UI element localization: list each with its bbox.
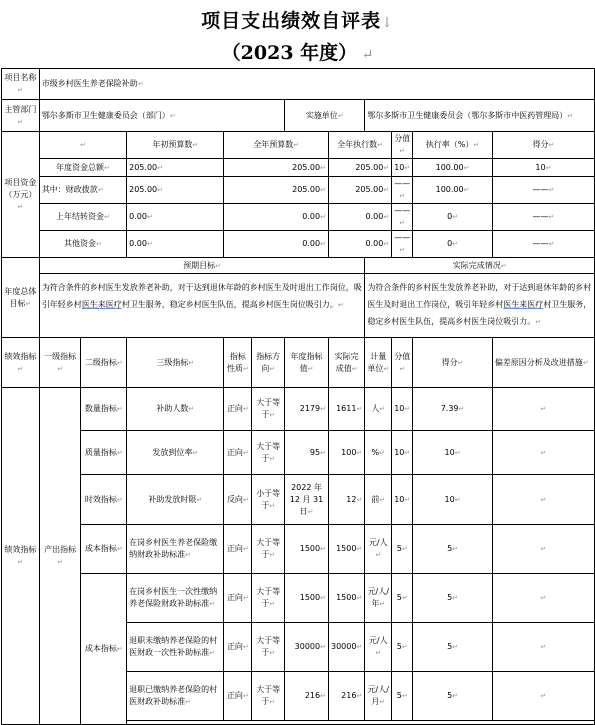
funds-row-executed: 0.00 ↵ [328,204,391,231]
funds-row-score: —— ↵ [492,231,594,258]
page-title: 项目支出绩效自评表↓ [201,10,394,32]
funds-row-initial: 205.00 ↵ [127,159,224,177]
actual-cell: 1611 ↵ [328,388,364,431]
score-value-cell: 10 ↵ [392,431,413,475]
unit-cell: 元/人/年 ↵ [365,574,392,623]
analysis-cell [492,574,594,623]
impl-unit-value: 鄂尔多斯市卫生健康委员会（鄂尔多斯市中医药管理局） ↵ [365,100,595,132]
score-cell: 5 ↵ [413,672,493,721]
ind-header-unit: 计量单位 ↵ [365,338,392,388]
score-value-cell: 5 ↵ [392,672,413,721]
funds-row-annual: 205.00 ↵ [224,159,329,177]
funds-row-annual: 0.00 ↵ [224,204,329,231]
unit-cell: 人 ↵ [365,388,392,431]
actual-cell: 30000 ↵ [328,623,364,672]
funds-row-executed: 205.00 ↵ [328,177,391,204]
analysis-cell [492,525,594,574]
funds-row-executed: 205.00 ↵ [328,159,391,177]
actual-cell: 100 ↵ [328,431,364,475]
funds-row-rate: 0 ↵ [413,204,493,231]
ind-header-target: 年度指标值 ↵ [285,338,329,388]
level3-cell: 补助人数 ↵ [127,388,224,431]
expected-goal-text: 为符合条件的乡村医生发放养老补助，对于达到退休年龄的乡村医生及时退出工作岗位，吸引年轻乡村医生来医疗村卫生服务，稳定乡村医生队伍，提高乡村医生岗位吸引力。 ↵ [39,274,365,338]
ind-header-analysis: 偏差原因分析及改进措施 ↵ [492,338,594,388]
unit-cell: 元/人 ↵ [365,623,392,672]
funds-row-rate: 0 ↵ [413,231,493,258]
evaluation-table [1,68,595,725]
funds-row-score: —— ↵ [492,177,594,204]
actual-cell: 1500 ↵ [328,525,364,574]
funds-header-annual: 全年预算数 ↵ [224,132,329,159]
nature-cell: 反向 ↵ [224,475,252,525]
dept-value: 鄂尔多斯市卫生健康委员会（部门） ↵ [39,100,284,132]
funds-row-initial: 0.00 ↵ [127,204,224,231]
funds-row-score-value: 10 ↵ [392,159,413,177]
score-value-cell: 10 ↵ [392,475,413,525]
direction-cell: 大于等于 ↵ [252,574,285,623]
annual-goal-label: 年度总体目标 ↵ [2,258,40,338]
actual-result-header: 实际完成情况 ↵ [365,258,595,274]
funds-row-score-value: —— ↵ [392,231,413,258]
direction-cell: 小于等于 ↵ [252,475,285,525]
output-indicator-label: 产出指标 ↵ [39,388,81,725]
ind-header-actual: 实际完成值 ↵ [328,338,364,388]
unit-cell: 元/人 ↵ [365,525,392,574]
target-cell: 30000 ↵ [285,623,329,672]
level2-cell: 成本指标 ↵ [81,525,127,574]
dept-label: 主管部门 ↵ [2,100,40,132]
actual-cell: 1500 ↵ [328,574,364,623]
direction-cell: 大于等于 ↵ [252,431,285,475]
level3-cell: 补助发放时限 ↵ [127,475,224,525]
direction-cell: 大于等于 ↵ [252,672,285,721]
target-cell: 216 ↵ [285,672,329,721]
funds-row-rate: 100.00 ↵ [413,159,493,177]
funds-blank-header [39,132,126,159]
funds-header-rate: 执行率（%） ↵ [413,132,493,159]
ind-header-level1: 一级指标 ↵ [39,338,81,388]
unit-cell: 元/人/月 ↵ [365,672,392,721]
level3-cell: 退职已缴纳养老保险的村医财政补助标准 ↵ [127,672,224,721]
direction-cell: 大于等于 ↵ [252,623,285,672]
funds-row-name: 其中：财政拨款 ↵ [39,177,126,204]
level2-cell: 数量指标 ↵ [81,388,127,431]
level3-cell: 退职未缴纳养老保险的村医财政一次性补助标准 ↵ [127,623,224,672]
ind-header-level2: 二级指标 ↵ [81,338,127,388]
score-cell: 5 ↵ [413,623,493,672]
target-cell: 2022 年 12 月 31 日 ↵ [285,475,329,525]
funds-row-rate: 100.00 ↵ [413,177,493,204]
funds-row-annual: 205.00 ↵ [224,177,329,204]
funds-header-score-value: 分值 ↵ [392,132,413,159]
level3-cell: 在岗乡村医生养老保险缴纳财政补助标准 ↵ [127,525,224,574]
score-value-cell: 5 ↵ [392,574,413,623]
nature-cell: 正向 ↵ [224,431,252,475]
analysis-cell [492,672,594,721]
funds-row-initial: 205.00 ↵ [127,177,224,204]
level2-cell-cost: 成本指标 ↵ [81,574,127,725]
actual-cell: 216 ↵ [328,672,364,721]
score-value-cell: 10 ↵ [392,388,413,431]
score-cell: 5 ↵ [413,574,493,623]
funds-row-score-value: —— ↵ [392,177,413,204]
page-subtitle: （2023 年度） ↵ [221,42,374,64]
target-cell: 1500 ↵ [285,574,329,623]
ind-header-score-value: 分值 ↵ [392,338,413,388]
ind-header-perf: 绩效指标 ↵ [2,338,40,388]
nature-cell: 正向 ↵ [224,574,252,623]
level3-cell: 在岗乡村医生一次性缴纳养老保险财政补助标准 ↵ [127,574,224,623]
score-cell: 5 ↵ [413,525,493,574]
score-cell: 10 ↵ [413,431,493,475]
target-cell: 1500 ↵ [285,525,329,574]
direction-cell: 大于等于 ↵ [252,388,285,431]
nature-cell: 正向 ↵ [224,623,252,672]
funds-row-initial: 0.00 ↵ [127,231,224,258]
target-cell: 95 ↵ [285,431,329,475]
table-bottom-spacer [127,721,595,725]
funds-label: 项目资金（万元） ↵ [2,132,40,258]
analysis-cell [492,623,594,672]
funds-row-name: 其他资金 ↵ [39,231,126,258]
ind-header-level3: 三级指标 ↵ [127,338,224,388]
analysis-cell [492,388,594,431]
actual-result-text: 为符合条件的乡村医生发放养老补助，对于达到退休年龄的乡村医生及时退出工作岗位，吸引年轻乡村医生来医疗村卫生服务，稳定乡村医生队伍，提高乡村医生岗位吸引力。 ↵ [365,274,595,338]
nature-cell: 正向 ↵ [224,525,252,574]
funds-row-name: 年度资金总额 ↵ [39,159,126,177]
score-value-cell: 5 ↵ [392,525,413,574]
impl-unit-label: 实施单位 ↵ [285,100,365,132]
level3-cell: 发放到位率 ↵ [127,431,224,475]
unit-cell: % ↵ [365,431,392,475]
unit-cell: 前 ↵ [365,475,392,525]
score-value-cell: 5 ↵ [392,623,413,672]
expected-goal-header: 预期目标 ↵ [39,258,365,274]
project-name-value: 市级乡村医生养老保险补助 ↵ [39,69,594,100]
ind-header-direction: 指标方向 ↵ [252,338,285,388]
funds-row-score-value: —— ↵ [392,204,413,231]
score-cell: 10 ↵ [413,475,493,525]
score-cell: 7.39 ↵ [413,388,493,431]
actual-cell: 12 ↵ [328,475,364,525]
ind-header-nature: 指标性质 ↵ [224,338,252,388]
direction-cell: 大于等于 ↵ [252,525,285,574]
nature-cell: 正向 ↵ [224,672,252,721]
funds-row-score: 10 ↵ [492,159,594,177]
level2-cell: 质量指标 ↵ [81,431,127,475]
funds-header-initial: 年初预算数 ↵ [127,132,224,159]
target-cell: 2179 ↵ [285,388,329,431]
ind-header-score: 得分 ↵ [413,338,493,388]
funds-row-annual: 0.00 ↵ [224,231,329,258]
funds-header-score: 得分 ↵ [492,132,594,159]
funds-row-name: 上年结转资金 ↵ [39,204,126,231]
nature-cell: 正向 ↵ [224,388,252,431]
analysis-cell [492,475,594,525]
analysis-cell [492,431,594,475]
funds-header-executed: 全年执行数 ↵ [328,132,391,159]
project-name-label: 项目名称 ↵ [2,69,40,100]
funds-row-executed: 0.00 ↵ [328,231,391,258]
funds-row-score: —— ↵ [492,204,594,231]
level2-cell: 时效指标 ↵ [81,475,127,525]
perf-indicator-label: 绩效指标 ↵ [2,388,40,725]
